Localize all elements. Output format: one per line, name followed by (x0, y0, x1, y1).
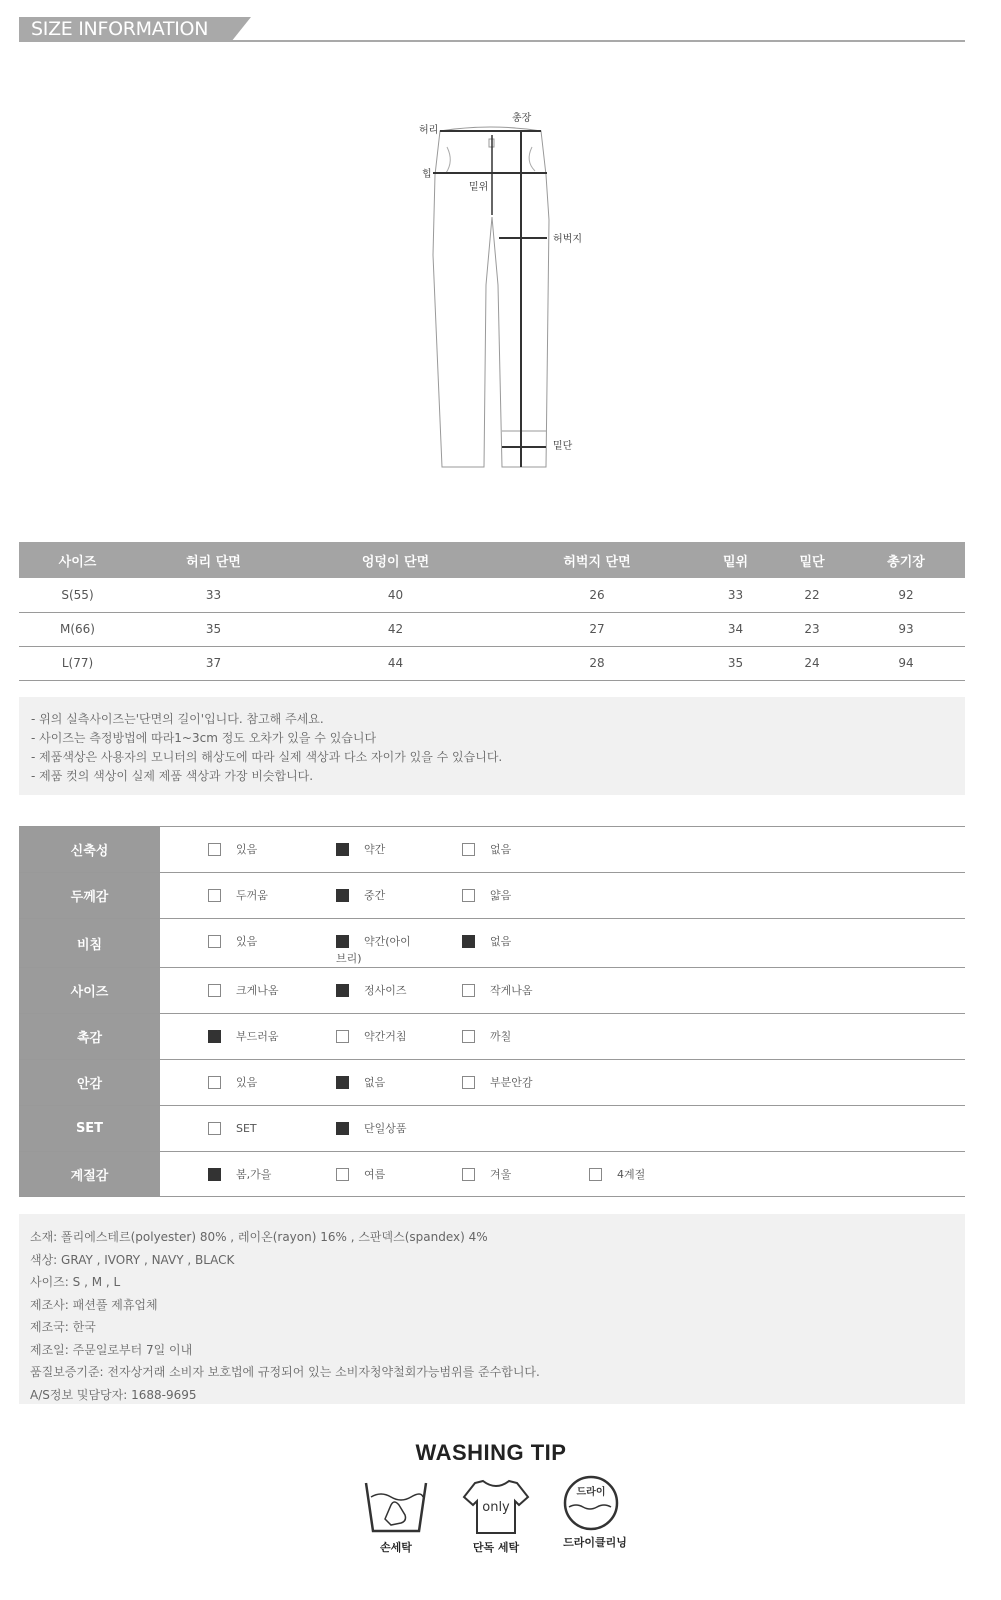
checkbox-unchecked[interactable] (589, 1168, 602, 1181)
col-header-total-length: 총기장 (847, 542, 965, 578)
attribute-row (19, 827, 965, 873)
attribute-options (160, 1060, 965, 1105)
attribute-option-label: 부분안감 (490, 1076, 533, 1089)
checkbox-unchecked[interactable] (336, 1030, 349, 1043)
attribute-option-label: 중간 (364, 889, 386, 902)
diagram-label-hip: 힙 (422, 169, 432, 180)
checkbox-unchecked[interactable] (462, 984, 475, 997)
table-cell: 23 (777, 612, 847, 646)
attribute-options (160, 968, 965, 1013)
attribute-option-label: 까칠 (490, 1030, 512, 1043)
hand-wash-item (361, 1475, 431, 1555)
col-header-waist: 허리 단면 (136, 542, 291, 578)
checkbox-checked[interactable] (462, 935, 475, 948)
checkbox-unchecked[interactable] (462, 843, 475, 856)
table-row (19, 646, 965, 680)
table-cell: 37 (136, 646, 291, 680)
washing-tip-title: WASHING TIP (415, 1440, 567, 1465)
attribute-option-label: 단일상품 (364, 1122, 407, 1135)
checkbox-unchecked[interactable] (208, 889, 221, 902)
separate-wash-label: 단독 세탁 (472, 1541, 520, 1554)
attribute-row (19, 1060, 965, 1106)
attribute-option[interactable] (589, 1168, 645, 1181)
table-cell: L(77) (19, 646, 136, 680)
table-row (19, 578, 965, 612)
table-cell: S(55) (19, 578, 136, 612)
table-row (19, 612, 965, 646)
checkbox-checked[interactable] (336, 1076, 349, 1089)
checkbox-unchecked[interactable] (462, 1030, 475, 1043)
dry-clean-icon (560, 1475, 630, 1537)
attribute-option[interactable] (336, 1168, 385, 1181)
note-line: - 제품색상은 사용자의 모니터의 해상도에 따라 실제 색상과 다소 자이가 있을 수 있습니다. (31, 750, 503, 764)
note-line: - 위의 실측사이즈는'단면의 길이'입니다. 참고해 주세요. (31, 712, 324, 726)
pants-diagram (400, 105, 600, 475)
attribute-option-label: 없음 (364, 1076, 386, 1089)
attribute-option-label: 크게나옴 (236, 984, 279, 997)
table-cell: 24 (777, 646, 847, 680)
attribute-option[interactable] (462, 843, 511, 856)
size-notes (19, 697, 965, 795)
attribute-option[interactable] (462, 984, 533, 997)
section-rule (19, 40, 965, 42)
table-cell: 94 (847, 646, 965, 680)
attribute-option[interactable] (462, 1030, 511, 1043)
diagram-label-rise: 밑위 (469, 182, 489, 193)
checkbox-checked[interactable] (336, 889, 349, 902)
attribute-option[interactable] (208, 843, 257, 856)
attribute-option-label: 부드러움 (236, 1030, 279, 1043)
table-cell: 27 (500, 612, 694, 646)
attribute-option-label: 여름 (364, 1168, 386, 1181)
attribute-option[interactable] (336, 1076, 385, 1089)
info-warranty: 품질보증기준: 전자상거래 소비자 보호법에 규정되어 있는 소비자청약철회가능범위를 준수합니다. (30, 1365, 540, 1379)
product-info (19, 1214, 965, 1404)
attribute-option[interactable] (208, 984, 279, 997)
attribute-label: 계절감 (19, 1152, 160, 1196)
checkbox-unchecked[interactable] (336, 1168, 349, 1181)
attribute-label: 사이즈 (19, 968, 160, 1013)
attribute-option-label: 약간 (364, 843, 386, 856)
attribute-option[interactable] (208, 1122, 257, 1135)
checkbox-unchecked[interactable] (208, 1076, 221, 1089)
info-country: 제조국: 한국 (30, 1320, 96, 1334)
col-header-rise: 밑위 (694, 542, 777, 578)
attribute-row (19, 1106, 965, 1152)
attribute-option-label: 얇음 (490, 889, 512, 902)
pants-illustration (400, 105, 600, 475)
col-header-hip: 엉덩이 단면 (291, 542, 500, 578)
checkbox-checked[interactable] (336, 984, 349, 997)
table-cell: 92 (847, 578, 965, 612)
attribute-option-label: 4계절 (617, 1168, 646, 1181)
table-cell: 42 (291, 612, 500, 646)
attribute-option-label: 겨울 (490, 1168, 512, 1181)
diagram-label-waist: 허리 (419, 125, 439, 136)
info-size: 사이즈: S , M , L (30, 1275, 121, 1289)
attribute-option[interactable] (336, 935, 411, 948)
attribute-option[interactable] (208, 1076, 257, 1089)
attribute-row (19, 968, 965, 1014)
checkbox-unchecked[interactable] (208, 984, 221, 997)
checkbox-unchecked[interactable] (462, 1168, 475, 1181)
checkbox-unchecked[interactable] (462, 1076, 475, 1089)
table-cell: 35 (136, 612, 291, 646)
attribute-options (160, 1152, 965, 1196)
attribute-option-label: 작게나옴 (490, 984, 533, 997)
table-cell: 44 (291, 646, 500, 680)
attribute-table (19, 826, 965, 1197)
dry-clean-item (560, 1475, 630, 1555)
section-title-slant (231, 17, 251, 42)
dry-clean-inner-text: 드라이 (576, 1487, 606, 1498)
attribute-option-label-continued: 브리) (336, 952, 362, 965)
table-cell: 34 (694, 612, 777, 646)
attribute-options (160, 919, 965, 967)
attribute-option-label: 없음 (490, 843, 512, 856)
size-table (19, 542, 965, 681)
dry-clean-label: 드라이클리닝 (563, 1536, 627, 1549)
attribute-options (160, 1106, 965, 1151)
checkbox-checked[interactable] (336, 935, 349, 948)
separate-wash-item (461, 1475, 531, 1555)
note-line: - 사이즈는 측정방법에 따라1~3cm 정도 오차가 있을 수 있습니다 (31, 731, 377, 745)
attribute-option-label: 두꺼움 (236, 889, 268, 902)
attribute-option-label: SET (236, 1122, 257, 1135)
checkbox-checked[interactable] (208, 1168, 221, 1181)
attribute-label: 촉감 (19, 1014, 160, 1059)
attribute-label: 두께감 (19, 873, 160, 918)
table-cell: 93 (847, 612, 965, 646)
size-table-header-row (19, 542, 965, 578)
info-manufacture-date: 제조일: 주문일로부터 7일 이내 (30, 1342, 193, 1357)
attribute-option-label: 있음 (236, 1076, 258, 1089)
attribute-row (19, 919, 965, 968)
attribute-label: 안감 (19, 1060, 160, 1105)
attribute-option[interactable] (462, 935, 511, 948)
attribute-option-label: 없음 (490, 935, 512, 948)
attribute-option[interactable] (336, 843, 385, 856)
col-header-thigh: 허벅지 단면 (500, 542, 694, 578)
attribute-option[interactable] (336, 889, 385, 902)
table-cell: 40 (291, 578, 500, 612)
table-cell: 33 (694, 578, 777, 612)
attribute-label: 신축성 (19, 827, 160, 872)
diagram-label-thigh: 허벅지 (553, 234, 582, 245)
attribute-row (19, 1152, 965, 1197)
attribute-options (160, 827, 965, 872)
table-cell: 22 (777, 578, 847, 612)
attribute-row (19, 873, 965, 919)
attribute-option[interactable] (462, 1076, 533, 1089)
checkbox-checked[interactable] (208, 1030, 221, 1043)
separate-wash-inner-text: only (482, 1500, 510, 1515)
col-header-hem: 밑단 (777, 542, 847, 578)
attribute-option[interactable] (208, 1168, 271, 1181)
attribute-option-label: 약간(아이 (364, 935, 411, 948)
table-cell: M(66) (19, 612, 136, 646)
attribute-option-label: 봄,가을 (236, 1168, 272, 1181)
note-line: - 제품 컷의 색상이 실제 제품 색상과 가장 비슷합니다. (31, 769, 314, 783)
attribute-option-label: 정사이즈 (364, 984, 407, 997)
attribute-label: SET (19, 1106, 160, 1151)
hand-wash-icon (361, 1475, 431, 1537)
attribute-option-label: 약간거침 (364, 1030, 407, 1043)
checkbox-checked[interactable] (336, 843, 349, 856)
table-cell: 26 (500, 578, 694, 612)
attribute-label: 비침 (19, 919, 160, 967)
checkbox-unchecked[interactable] (462, 889, 475, 902)
hand-wash-label: 손세탁 (380, 1541, 412, 1554)
attribute-options (160, 1014, 965, 1059)
info-manufacturer: 제조사: 패션풀 제휴업체 (30, 1297, 158, 1312)
info-material: 소재: 폴리에스테르(polyester) 80% , 레이온(rayon) 16% , 스판덱스(spandex) 4% (30, 1230, 488, 1244)
attribute-option[interactable] (336, 1030, 407, 1043)
checkbox-unchecked[interactable] (208, 935, 221, 948)
col-header-size: 사이즈 (19, 542, 136, 578)
diagram-label-hem: 밑단 (553, 441, 573, 452)
section-title: SIZE INFORMATION (19, 17, 231, 42)
attribute-option-label: 있음 (236, 935, 258, 948)
diagram-label-total-length: 총장 (512, 113, 532, 124)
attribute-option[interactable] (208, 1030, 279, 1043)
checkbox-checked[interactable] (336, 1122, 349, 1135)
separate-wash-icon (461, 1475, 531, 1537)
attribute-option-label: 있음 (236, 843, 258, 856)
attribute-option[interactable] (208, 935, 257, 948)
info-as-contact: A/S정보 및담당자: 1688-9695 (30, 1387, 197, 1402)
checkbox-unchecked[interactable] (208, 843, 221, 856)
attribute-row (19, 1014, 965, 1060)
checkbox-unchecked[interactable] (208, 1122, 221, 1135)
attribute-option[interactable] (462, 889, 511, 902)
info-color: 색상: GRAY , IVORY , NAVY , BLACK (30, 1252, 235, 1267)
attribute-option[interactable] (462, 1168, 511, 1181)
table-cell: 35 (694, 646, 777, 680)
attribute-option[interactable] (336, 984, 407, 997)
table-cell: 33 (136, 578, 291, 612)
section-header (19, 17, 965, 43)
attribute-option[interactable] (208, 889, 268, 902)
attribute-options (160, 873, 965, 918)
attribute-option[interactable] (336, 1122, 407, 1135)
table-cell: 28 (500, 646, 694, 680)
